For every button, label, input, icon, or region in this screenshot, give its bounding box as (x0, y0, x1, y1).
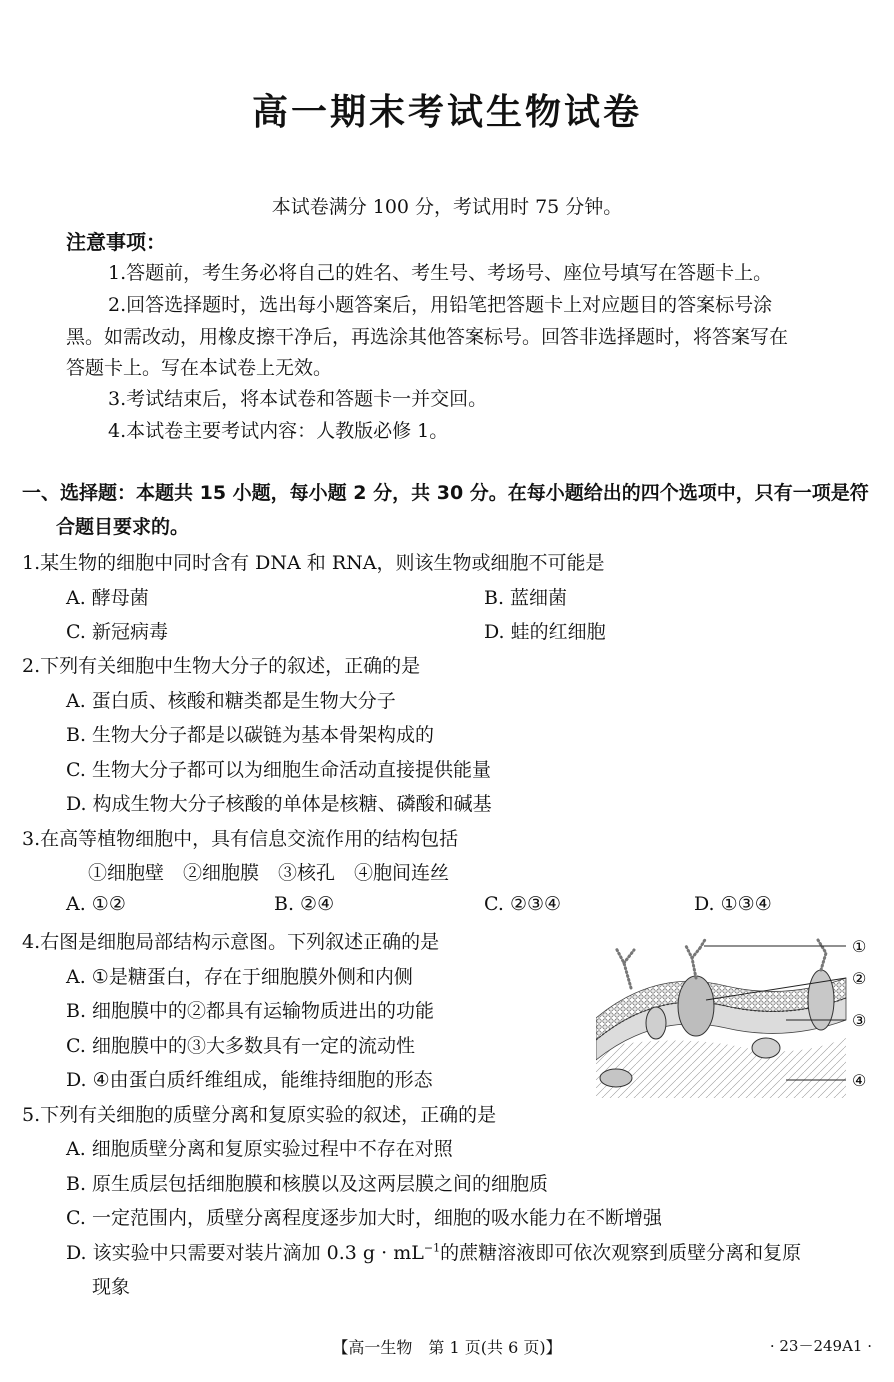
question-2-option-b: B. 生物大分子都是以碳链为基本骨架构成的 (66, 724, 435, 746)
question-1-option-a: A. 酵母菌 (66, 587, 149, 609)
question-2-option-c: C. 生物大分子都可以为细胞生命活动直接提供能量 (66, 759, 491, 781)
question-3-option-d: D. ①③④ (694, 893, 772, 915)
notice-item-2: 2.回答选择题时，选出每小题答案后，用铅笔把答题卡上对应题目的答案标号涂 (108, 294, 773, 316)
question-5-option-c: C. 一定范围内，质壁分离程度逐步加大时，细胞的吸水能力在不断增强 (66, 1207, 662, 1229)
question-5-option-b: B. 原生质层包括细胞膜和核膜以及这两层膜之间的细胞质 (66, 1173, 549, 1195)
question-3-option-a: A. ①② (66, 893, 126, 915)
question-5-option-d-post: 的蔗糖溶液即可依次观察到质壁分离和复原 (440, 1242, 802, 1264)
question-1-option-b: B. 蓝细菌 (484, 587, 568, 609)
notice-item-3: 3.考试结束后，将本试卷和答题卡一并交回。 (108, 388, 488, 410)
notice-item-2-cont2: 答题卡上。写在本试卷上无效。 (66, 357, 333, 379)
notice-heading: 注意事项： (66, 230, 166, 254)
page-footer: 【高一生物 第 1 页(共 6 页)】 (332, 1338, 562, 1357)
question-4-option-a: A. ①是糖蛋白，存在于细胞膜外侧和内侧 (66, 966, 413, 988)
page-title: 高一期末考试生物试卷 (251, 92, 642, 133)
question-3-option-b: B. ②④ (274, 893, 335, 915)
question-1-option-c: C. 新冠病毒 (66, 621, 168, 643)
question-4-stem: 4.右图是细胞局部结构示意图。下列叙述正确的是 (22, 931, 440, 953)
question-3-items: ①细胞壁 ②细胞膜 ③核孔 ④胞间连丝 (88, 862, 450, 884)
figure-label-4: ④ (852, 1071, 867, 1090)
question-5-option-d (66, 1238, 801, 1265)
question-5-option-d-sup: −1 (423, 1241, 441, 1255)
exam-intro: 本试卷满分 100 分，考试用时 75 分钟。 (271, 196, 623, 218)
question-2-option-a: A. 蛋白质、核酸和糖类都是生物大分子 (66, 690, 396, 712)
figure-label-3: ③ (852, 1011, 867, 1030)
question-1-option-d: D. 蛙的红细胞 (484, 621, 606, 643)
figure-label-1: ① (852, 937, 867, 956)
question-3-stem: 3.在高等植物细胞中，具有信息交流作用的结构包括 (22, 828, 459, 850)
question-1-stem: 1.某生物的细胞中同时含有 DNA 和 RNA，则该生物或细胞不可能是 (22, 552, 605, 574)
question-4-option-d: D. ④由蛋白质纤维组成，能维持细胞的形态 (66, 1069, 433, 1091)
section-heading-cont: 合题目要求的。 (56, 516, 190, 538)
question-5-option-d-cont: 现象 (92, 1276, 131, 1298)
question-3-option-c: C. ②③④ (484, 893, 562, 915)
notice-item-1: 1.答题前，考生务必将自己的姓名、考生号、考场号、座位号填写在答题卡上。 (108, 262, 773, 284)
notice-item-2-cont: 黑。如需改动，用橡皮擦干净后，再选涂其他答案标号。回答非选择题时，将答案写在 (66, 326, 789, 348)
question-5-stem: 5.下列有关细胞的质壁分离和复原实验的叙述，正确的是 (22, 1104, 497, 1126)
cell-membrane-figure (596, 928, 876, 1098)
figure-label-2: ② (852, 969, 867, 988)
question-4-option-c: C. 细胞膜中的③大多数具有一定的流动性 (66, 1035, 415, 1057)
question-4-option-b: B. 细胞膜中的②都具有运输物质进出的功能 (66, 1000, 435, 1022)
question-2-option-d: D. 构成生物大分子核酸的单体是核糖、磷酸和碱基 (66, 793, 492, 815)
section-heading: 一、选择题：本题共 15 小题，每小题 2 分，共 30 分。在每小题给出的四个选项中，只有一项是符 (22, 482, 869, 504)
question-2-stem: 2.下列有关细胞中生物大分子的叙述，正确的是 (22, 655, 421, 677)
exam-code: · 23－249A1 · (769, 1337, 872, 1355)
question-5-option-a: A. 细胞质壁分离和复原实验过程中不存在对照 (66, 1138, 453, 1160)
notice-item-4: 4.本试卷主要考试内容：人教版必修 1。 (108, 420, 449, 442)
question-5-option-d-pre: D. 该实验中只需要对装片滴加 0.3 g · mL (66, 1242, 424, 1264)
